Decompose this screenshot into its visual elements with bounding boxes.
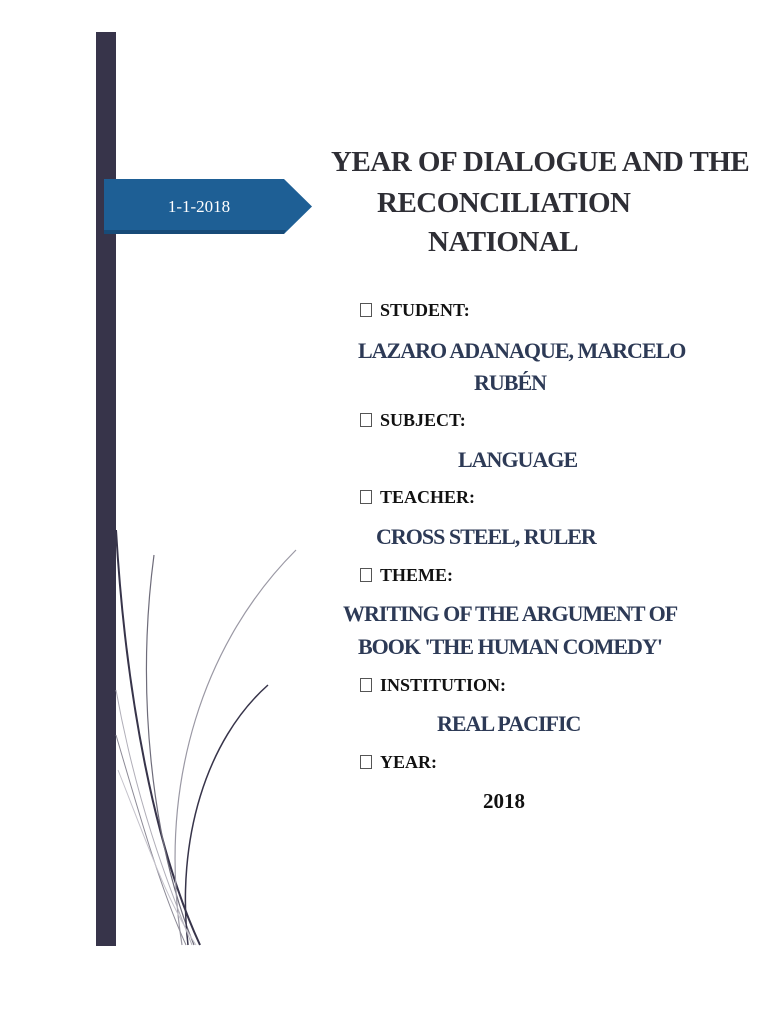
institution-value: REAL PACIFIC — [437, 711, 581, 736]
theme-value-line-2: BOOK 'THE HUMAN COMEDY' — [358, 634, 662, 659]
checkbox-bullet-icon — [360, 490, 372, 504]
checkbox-bullet-icon — [360, 568, 372, 582]
subject-label: SUBJECT: — [360, 410, 466, 431]
student-label: STUDENT: — [360, 300, 470, 321]
title-line-3: NATIONAL — [428, 226, 579, 258]
theme-value-line-1: WRITING OF THE ARGUMENT OF — [343, 601, 678, 626]
year-value: 2018 — [483, 789, 525, 813]
title-line-1: YEAR OF DIALOGUE AND THE — [331, 146, 750, 178]
checkbox-bullet-icon — [360, 413, 372, 427]
student-value-line-1: LAZARO ADANAQUE, MARCELO — [358, 338, 686, 363]
date-text: 1-1-2018 — [167, 197, 231, 216]
checkbox-bullet-icon — [360, 303, 372, 317]
title-line-2: RECONCILIATION — [377, 187, 631, 219]
institution-label: INSTITUTION: — [360, 675, 506, 696]
year-label: YEAR: — [360, 752, 437, 773]
theme-label: THEME: — [360, 565, 453, 586]
subject-value: LANGUAGE — [458, 447, 578, 472]
student-value-line-2: RUBÉN — [474, 370, 547, 395]
date-tab — [104, 179, 314, 234]
checkbox-bullet-icon — [360, 755, 372, 769]
decorative-swoosh-lines — [96, 520, 316, 950]
checkbox-bullet-icon — [360, 678, 372, 692]
teacher-label: TEACHER: — [360, 487, 475, 508]
teacher-value: CROSS STEEL, RULER — [376, 524, 596, 549]
